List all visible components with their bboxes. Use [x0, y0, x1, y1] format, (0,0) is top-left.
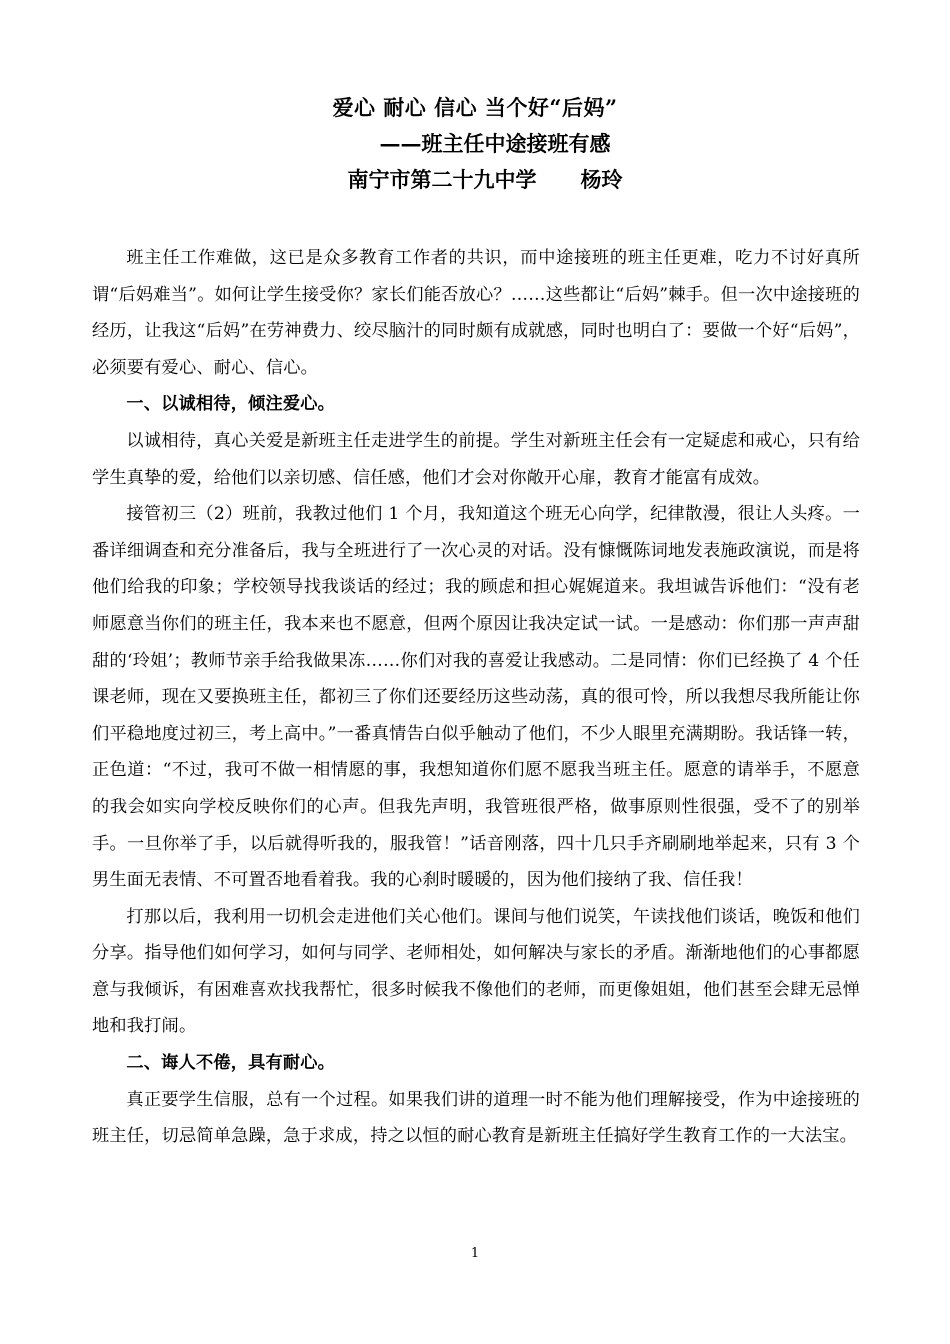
paragraph: 真正要学生信服，总有一个过程。如果我们讲的道理一时不能为他们理解接受，作为中途接班的班主任，切忌简单急躁，急于求成，持之以恒的耐心教育是新班主任搞好学生教育工作的一大法宝。 [92, 1089, 860, 1147]
paragraph: 以诚相待，真心关爱是新班主任走进学生的前提。学生对新班主任会有一定疑虑和戒心，只有给学生真挚的爱，给他们以亲切感、信任感，他们才会对你敞开心扉，教育才能富有成效。 [92, 430, 860, 488]
author-line [0, 162, 950, 198]
title-block [0, 90, 950, 198]
section-heading: 二、诲人不倦，具有耐心。 [126, 1053, 336, 1074]
paragraph: 接管初三（2）班前，我教过他们 1 个月，我知道这个班无心向学，纪律散漫，很让人头疼。一番详细调查和充分准备后，我与全班进行了一次心灵的对话。没有慷慨陈词地发表施政演说，而是将他们给我的印象；学校领导找我谈话的经过；我的顾虑和担心娓娓道来。我坦诚告诉他们：“没有老师愿意当你们的班主任，我本来也不愿意，但两个原因让我决定试一试。一是感动：你们那一声声甜甜的‘玲姐’；教师节亲手给我做果冻……你们对我的喜爱让我感动。二是同情：你们已经换了 4 个任课老师，现在又要换班主任，都初三了你们还要经历这些动荡，真的很可怜，所以我想尽我所能让你们平稳地度过初三，考上高中。”一番真情告白似乎触动了他们，不少人眼里充满期盼。我话锋一转，正色道：“不过，我可不做一相情愿的事，我想知道你们愿不愿我当班主任。愿意的请举手，不愿意的我会如实向学校反映你们的心声。但我先声明，我管班很严格，做事原则性很强，受不了的别举手。一旦你举了手，以后就得听我的，服我管！”话音刚落，四十几只手齐刷刷地举起来，只有 3 个男生面无表情、不可置否地看着我。我的心刹时暖暖的，因为他们接纳了我、信任我！ [92, 504, 860, 891]
document-title: 爱心 耐心 信心 当个好“后妈” [332, 95, 618, 120]
author-name: 杨玲 [580, 167, 623, 192]
school-name: 南宁市第二十九中学 [347, 167, 537, 192]
paragraph: 打那以后，我利用一切机会走进他们关心他们。课间与他们说笑，午读找他们谈话，晚饭和他们分享。指导他们如何学习，如何与同学、老师相处，如何解决与家长的矛盾。渐渐地他们的心事都愿意与我倾诉，有困难喜欢找我帮忙，很多时候我不像他们的老师，而更像姐姐，他们甚至会肆无忌惮地和我打闹。 [92, 906, 860, 1037]
section-heading: 一、以诚相待，倾注爱心。 [126, 394, 336, 415]
paragraph: 班主任工作难做，这已是众多教育工作者的共识，而中途接班的班主任更难，吃力不讨好真所谓“后妈难当”。如何让学生接受你？家长们能否放心？……这些都让“后妈”棘手。但一次中途接班的经历，让我这“后妈”在劳神费力、绞尽脑汁的同时颇有成就感，同时也明白了：要做一个好“后妈”，必须要有爱心、耐心、信心。 [92, 248, 860, 378]
page-number: 1 [470, 1246, 480, 1261]
document-subtitle: ——班主任中途接班有感 [379, 131, 611, 156]
document-body [92, 240, 860, 1155]
